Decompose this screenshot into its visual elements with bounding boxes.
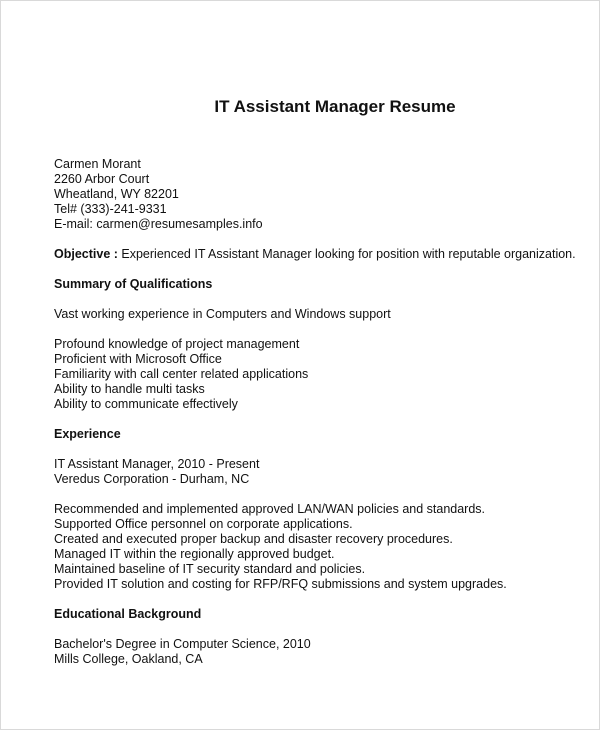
contact-street: 2260 Arbor Court <box>54 172 150 186</box>
duty-item: Recommended and implemented approved LAN/WAN policies and standards. <box>54 502 486 516</box>
duty-item: Provided IT solution and costing for RFP/RFQ submissions and system upgrades. <box>54 577 507 591</box>
objective-line <box>54 247 579 262</box>
summary-heading: Summary of Qualifications <box>54 277 213 291</box>
resume-body <box>54 157 579 667</box>
summary-list <box>54 337 579 412</box>
summary-lead: Vast working experience in Computers and Windows support <box>54 307 391 321</box>
summary-item: Familiarity with call center related applications <box>54 367 309 381</box>
objective-label: Objective : <box>54 247 118 261</box>
page-title: IT Assistant Manager Resume <box>214 97 456 116</box>
summary-item: Ability to communicate effectively <box>54 397 238 411</box>
experience-company: Veredus Corporation - Durham, NC <box>54 472 250 486</box>
experience-heading: Experience <box>54 427 121 441</box>
contact-name: Carmen Morant <box>54 157 141 171</box>
education-heading: Educational Background <box>54 607 202 621</box>
contact-block <box>54 157 579 232</box>
duties-list <box>54 502 579 592</box>
education-degree: Bachelor's Degree in Computer Science, 2010 <box>54 637 311 651</box>
contact-phone: Tel# (333)-241-9331 <box>54 202 167 216</box>
contact-city: Wheatland, WY 82201 <box>54 187 179 201</box>
summary-item: Profound knowledge of project management <box>54 337 300 351</box>
education-school: Mills College, Oakland, CA <box>54 652 203 666</box>
objective-text: Experienced IT Assistant Manager looking for position with reputable organization. <box>117 247 576 261</box>
duty-item: Managed IT within the regionally approved budget. <box>54 547 335 561</box>
summary-item: Ability to handle multi tasks <box>54 382 205 396</box>
duty-item: Created and executed proper backup and disaster recovery procedures. <box>54 532 453 546</box>
duty-item: Supported Office personnel on corporate applications. <box>54 517 353 531</box>
contact-email: E-mail: carmen@resumesamples.info <box>54 217 263 231</box>
experience-role: IT Assistant Manager, 2010 - Present <box>54 457 260 471</box>
summary-item: Proficient with Microsoft Office <box>54 352 222 366</box>
duty-item: Maintained baseline of IT security standard and policies. <box>54 562 366 576</box>
